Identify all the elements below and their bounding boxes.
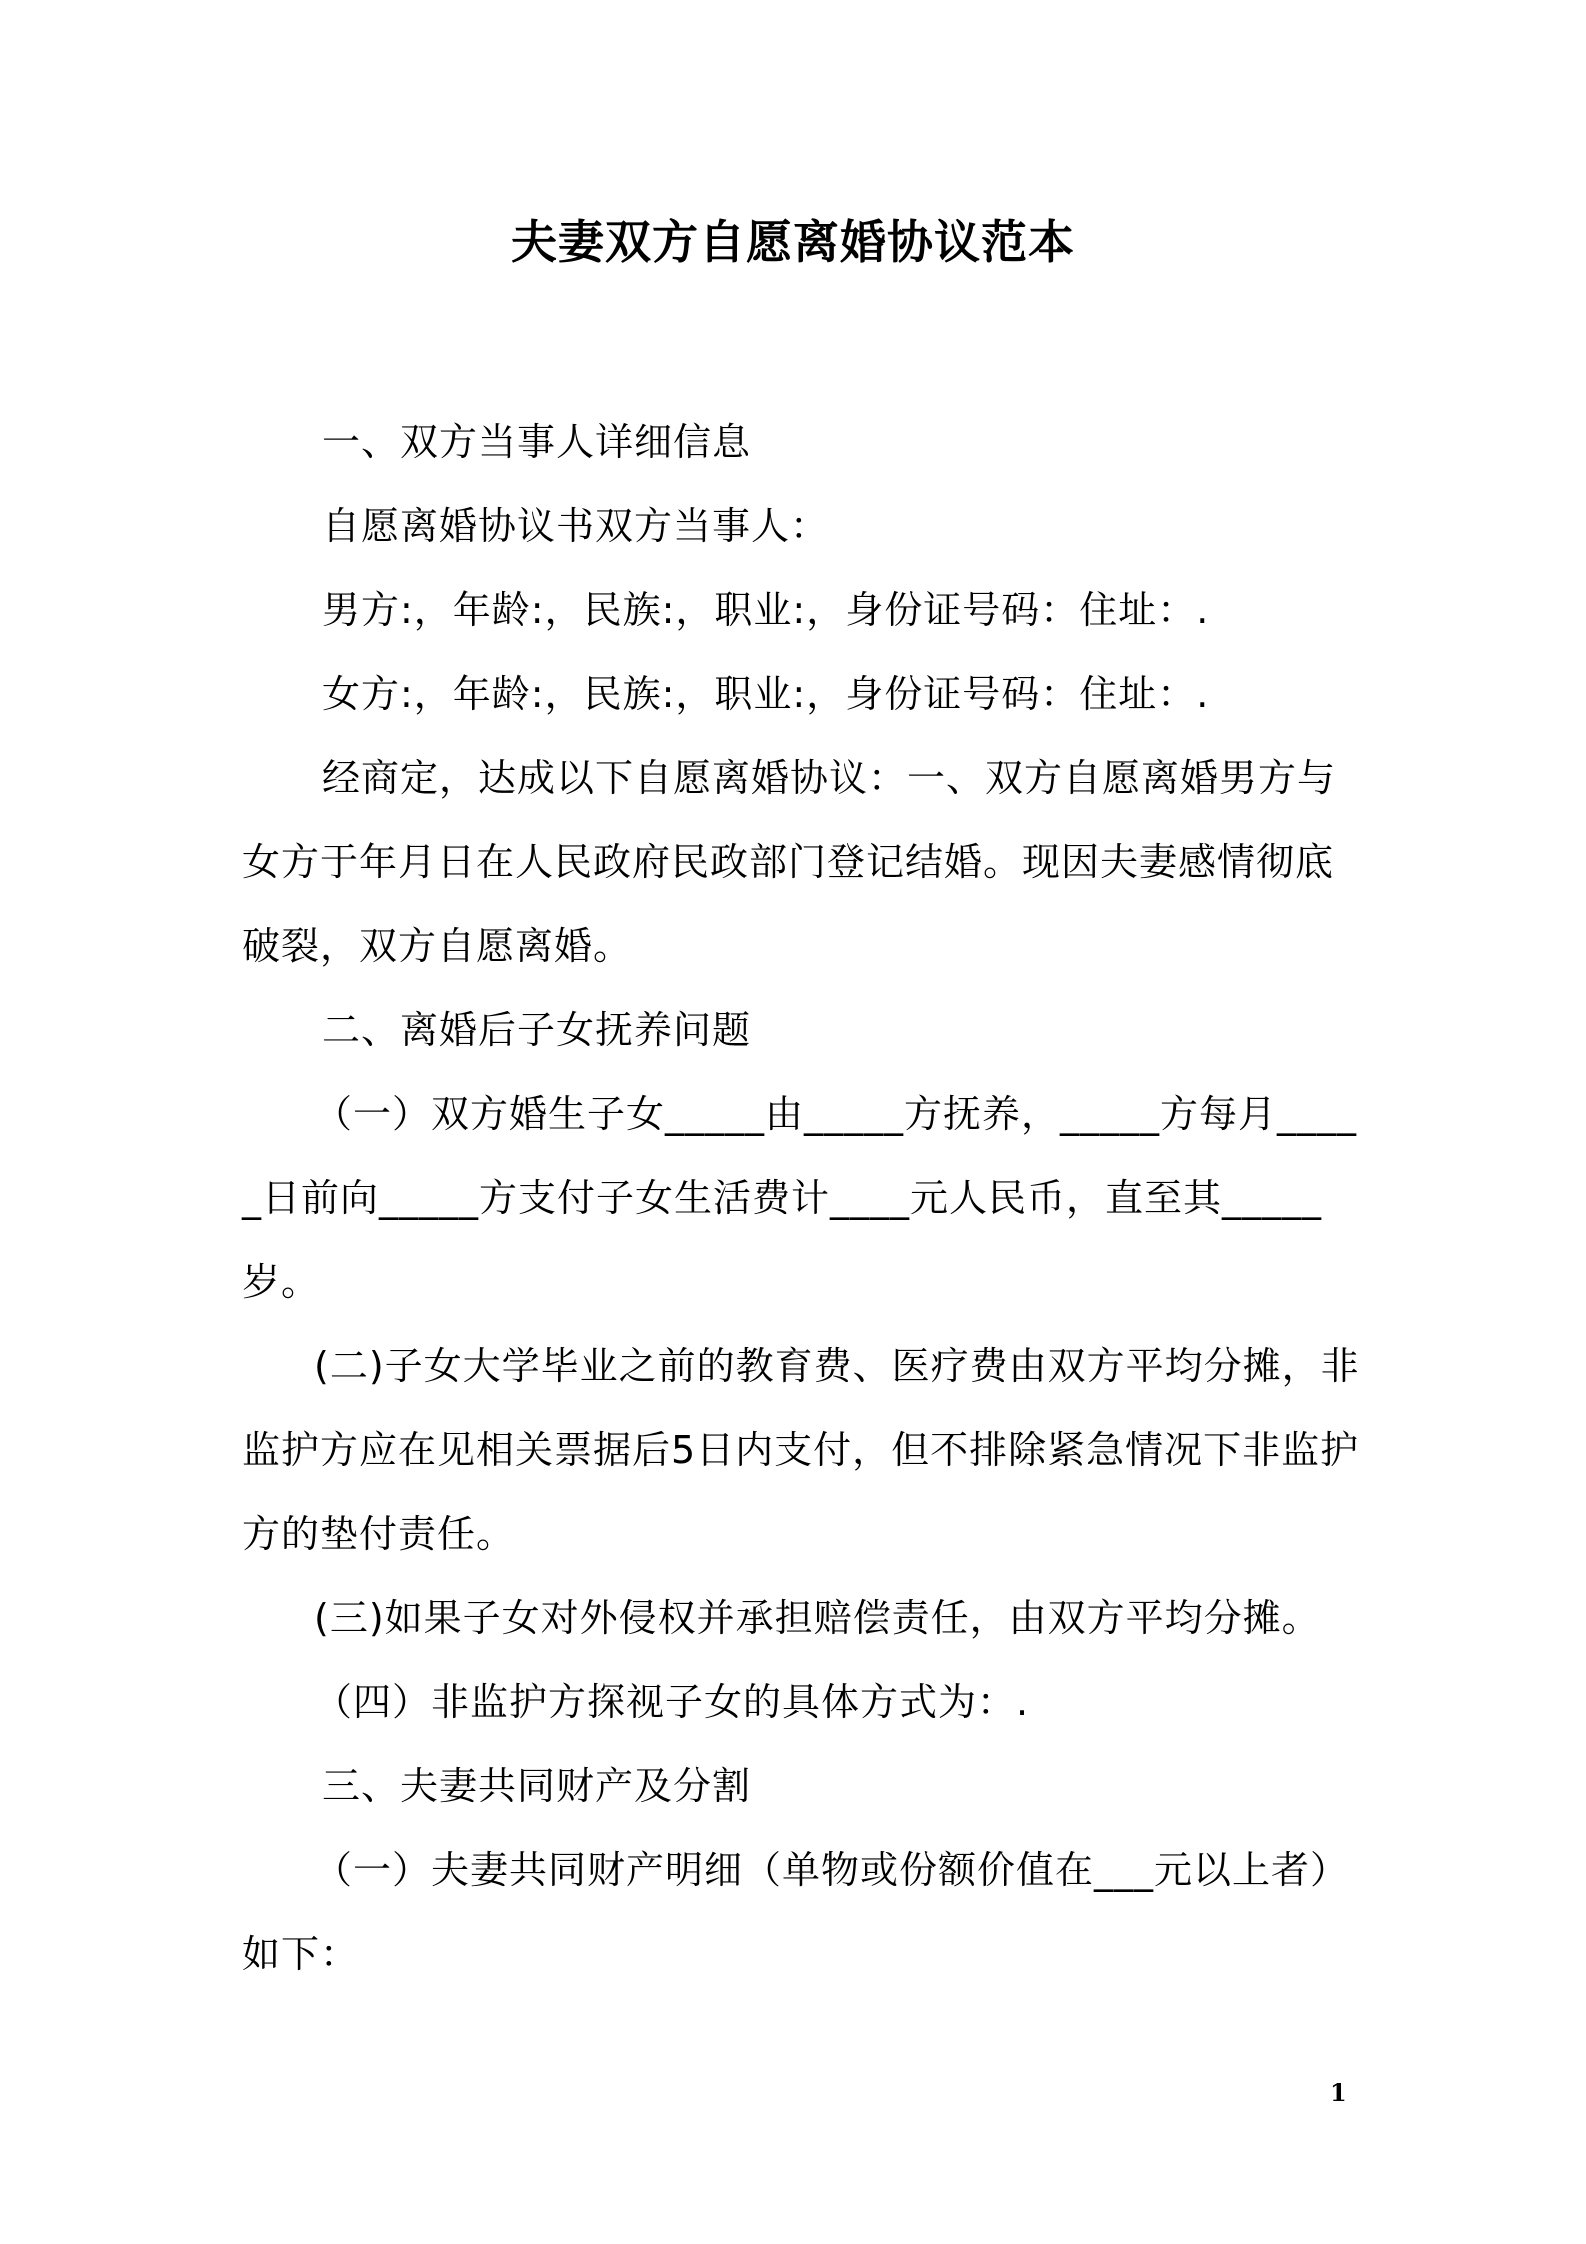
section-heading-property: 三、夫妻共同财产及分割 [322, 1764, 752, 1808]
section-heading-child-custody: 二、离婚后子女抚养问题 [322, 1008, 752, 1052]
section-heading-parties: 一、双方当事人详细信息 [322, 420, 752, 464]
page-number: 1 [1330, 2078, 1347, 2107]
document-title: 夫妻双方自愿离婚协议范本 [511, 215, 1075, 269]
paragraph-female-party: 女方:，年龄:，民族:，职业:，身份证号码：住址：. [322, 672, 1210, 716]
paragraph-custody-item-3: (三)如果子女对外侵权并承担赔偿责任，由双方平均分摊。 [314, 1596, 1321, 1640]
paragraph-parties-intro: 自愿离婚协议书双方当事人： [322, 504, 830, 548]
paragraph-custody-item-2: (二)子女大学毕业之前的教育费、医疗费由双方平均分摊，非监护方应在见相关票据后5日内支付，但不排除紧急情况下非监护方的垫付责任。 [242, 1344, 1360, 1556]
document-body [242, 400, 1362, 1996]
paragraph-custody-item-1: （一）双方婚生子女_____由_____方抚养，_____方每月_____日前向_____方支付子女生活费计____元人民币，直至其_____岁。 [242, 1092, 1358, 1304]
paragraph-agreement-intro: 经商定，达成以下自愿离婚协议：一、双方自愿离婚男方与女方于年月日在人民政府民政部门登记结婚。现因夫妻感情彻底破裂，双方自愿离婚。 [242, 756, 1337, 968]
paragraph-male-party: 男方:，年龄:，民族:，职业:，身份证号码：住址：. [322, 588, 1210, 632]
paragraph-custody-item-4: （四）非监护方探视子女的具体方式为：. [314, 1680, 1030, 1724]
paragraph-property-item-1: （一）夫妻共同财产明细（单物或份额价值在___元以上者）如下： [242, 1848, 1350, 1976]
